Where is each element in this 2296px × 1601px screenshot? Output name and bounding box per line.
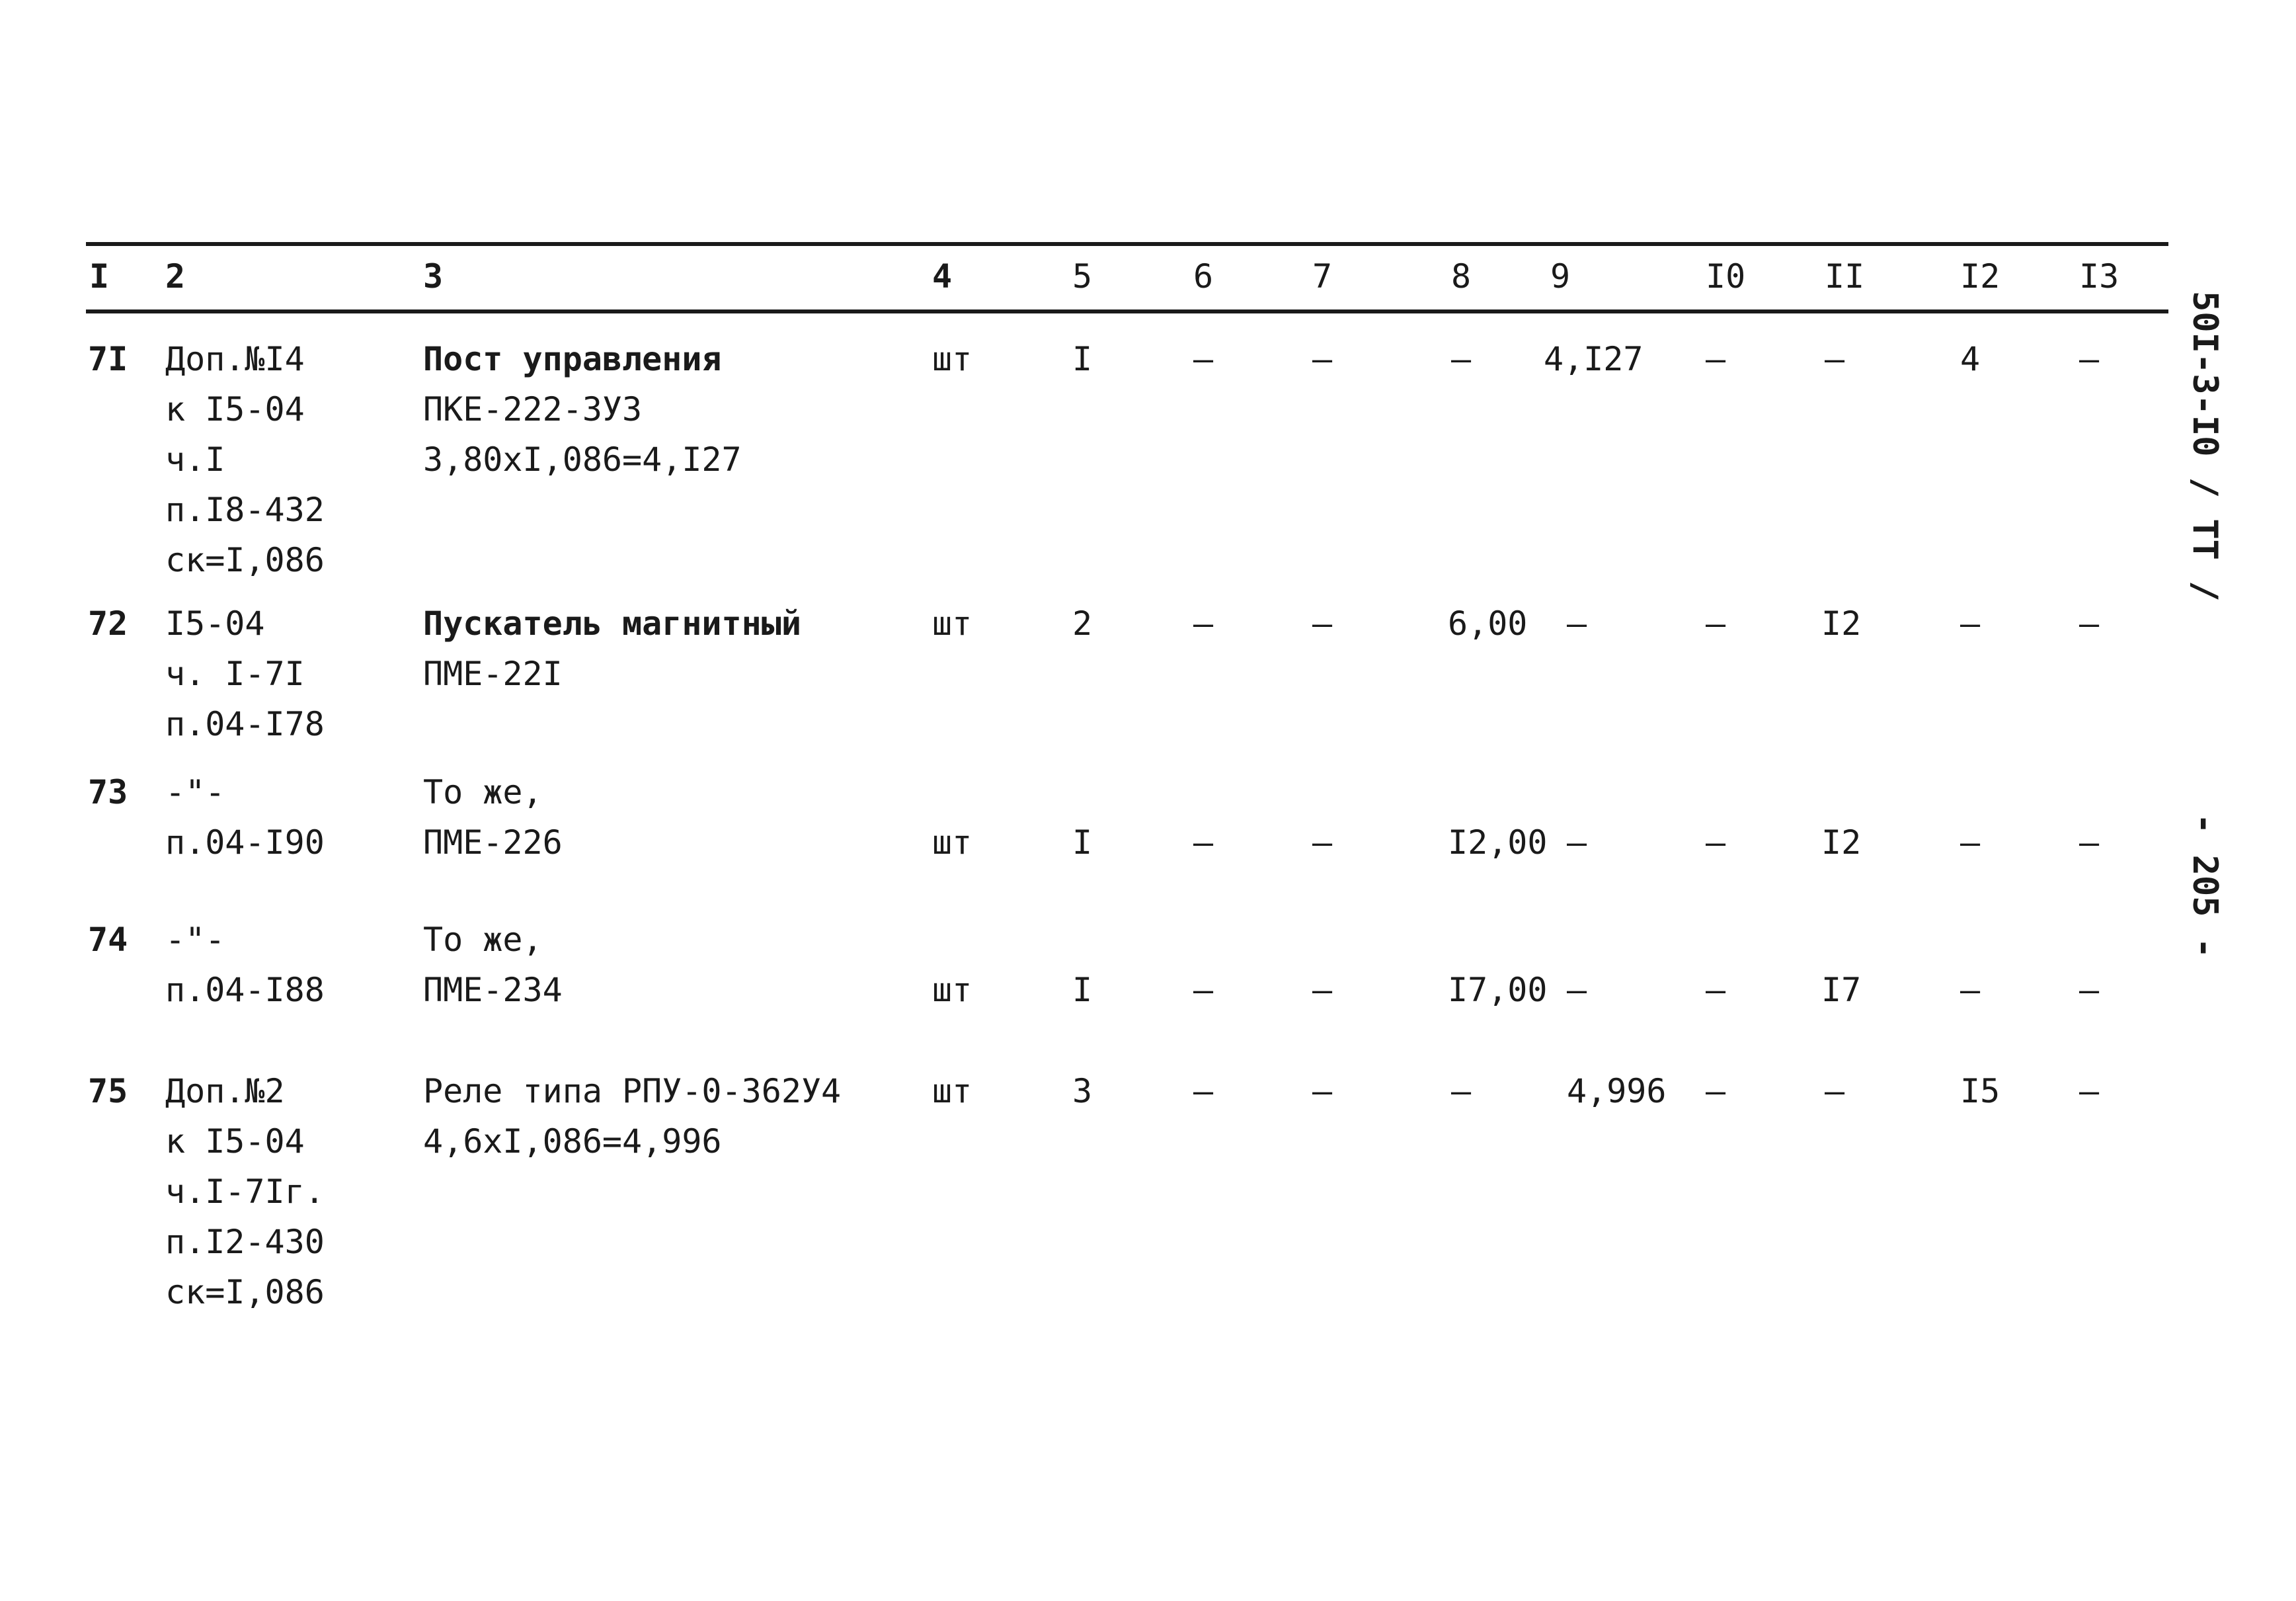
row-number: 75 bbox=[88, 1072, 128, 1110]
ref-line: ск=I,086 bbox=[165, 1273, 325, 1311]
col13-cell: – bbox=[2079, 823, 2100, 862]
col11-cell: – bbox=[1825, 1072, 1845, 1110]
col7-cell: – bbox=[1312, 971, 1333, 1009]
header-col-5: 5 bbox=[1072, 257, 1093, 296]
col7-cell: – bbox=[1312, 604, 1333, 643]
col7-cell: – bbox=[1312, 823, 1333, 862]
description-line: ПКЕ-222-3У3 bbox=[423, 390, 643, 429]
unit-cell: шт bbox=[932, 604, 972, 643]
qty-cell: I bbox=[1072, 340, 1093, 378]
row-number: 7I bbox=[88, 340, 128, 378]
header-col-4: 4 bbox=[932, 257, 953, 296]
row-number: 73 bbox=[88, 773, 128, 811]
col9-cell: 4,996 bbox=[1567, 1072, 1667, 1110]
ref-line: ч. I-7I bbox=[165, 655, 305, 693]
col13-cell: – bbox=[2079, 604, 2100, 643]
unit-cell: шт bbox=[932, 340, 972, 378]
unit-cell: шт bbox=[932, 1072, 972, 1110]
col7-cell: – bbox=[1312, 1072, 1333, 1110]
unit-cell: шт bbox=[932, 823, 972, 862]
header-col-8: 8 bbox=[1451, 257, 1472, 296]
col6-cell: – bbox=[1193, 604, 1214, 643]
col13-cell: – bbox=[2079, 1072, 2100, 1110]
col10-cell: – bbox=[1706, 1072, 1726, 1110]
col6-cell: – bbox=[1193, 340, 1214, 378]
unit-cell: шт bbox=[932, 971, 972, 1009]
col8-cell: – bbox=[1451, 340, 1472, 378]
col6-cell: – bbox=[1193, 971, 1214, 1009]
col10-cell: – bbox=[1706, 971, 1726, 1009]
col10-cell: – bbox=[1706, 340, 1726, 378]
ref-line: ск=I,086 bbox=[165, 541, 325, 579]
header-col-1: I bbox=[89, 257, 110, 296]
ref-line: п.04-I90 bbox=[165, 823, 325, 862]
col10-cell: – bbox=[1706, 823, 1726, 862]
description-line: ПМЕ-22I bbox=[423, 655, 563, 693]
row-number: 72 bbox=[88, 604, 128, 643]
ref-line: к I5-04 bbox=[165, 1122, 305, 1161]
col8-cell: – bbox=[1451, 1072, 1472, 1110]
description-line: То же, bbox=[423, 773, 543, 811]
ref-line: Доп.№I4 bbox=[165, 340, 305, 378]
col9-cell: – bbox=[1567, 971, 1587, 1009]
col9-cell: – bbox=[1567, 604, 1587, 643]
col12-cell: – bbox=[1960, 971, 1981, 1009]
col8-cell: I7,00 bbox=[1448, 971, 1548, 1009]
header-col-9: 9 bbox=[1550, 257, 1571, 296]
col12-cell: – bbox=[1960, 604, 1981, 643]
col7-cell: – bbox=[1312, 340, 1333, 378]
description-line: То же, bbox=[423, 921, 543, 959]
col10-cell: – bbox=[1706, 604, 1726, 643]
description-line: Пост управления bbox=[423, 340, 722, 378]
ref-line: п.I2-430 bbox=[165, 1223, 325, 1261]
col11-cell: I2 bbox=[1821, 823, 1862, 862]
ref-line: п.04-I78 bbox=[165, 705, 325, 743]
header-col-13: I3 bbox=[2079, 257, 2119, 296]
col9-cell: – bbox=[1567, 823, 1587, 862]
col12-cell: 4 bbox=[1960, 340, 1981, 378]
description-line: Пускатель магнитный bbox=[423, 604, 801, 643]
ref-line: п.I8-432 bbox=[165, 491, 325, 529]
description-line: 3,80хI,086=4,I27 bbox=[423, 440, 742, 479]
header-col-11: II bbox=[1825, 257, 1865, 296]
header-col-10: I0 bbox=[1706, 257, 1746, 296]
col12-cell: – bbox=[1960, 823, 1981, 862]
col6-cell: – bbox=[1193, 823, 1214, 862]
col12-cell: I5 bbox=[1960, 1072, 2000, 1110]
col9-cell: 4,I27 bbox=[1544, 340, 1643, 378]
page-number: - 205 - bbox=[2185, 813, 2225, 959]
ref-line: ч.I-7Iг. bbox=[165, 1172, 325, 1211]
description-line: Реле типа РПУ-0-362У4 bbox=[423, 1072, 842, 1110]
header-col-2: 2 bbox=[165, 257, 186, 296]
description-line: 4,6хI,086=4,996 bbox=[423, 1122, 722, 1161]
header-col-6: 6 bbox=[1193, 257, 1214, 296]
col13-cell: – bbox=[2079, 340, 2100, 378]
ref-line: п.04-I88 bbox=[165, 971, 325, 1009]
col8-cell: 6,00 bbox=[1448, 604, 1528, 643]
col13-cell: – bbox=[2079, 971, 2100, 1009]
col11-cell: – bbox=[1825, 340, 1845, 378]
qty-cell: I bbox=[1072, 971, 1093, 1009]
header-col-3: 3 bbox=[423, 257, 444, 296]
ref-line: ч.I bbox=[165, 440, 225, 479]
ref-line: -"- bbox=[165, 921, 225, 959]
qty-cell: 2 bbox=[1072, 604, 1093, 643]
ref-line: Доп.№2 bbox=[165, 1072, 285, 1110]
side-stamp: 50I-3-I0 / ТТ / bbox=[2185, 291, 2225, 602]
col6-cell: – bbox=[1193, 1072, 1214, 1110]
col8-cell: I2,00 bbox=[1448, 823, 1548, 862]
col11-cell: I2 bbox=[1821, 604, 1862, 643]
row-number: 74 bbox=[88, 921, 128, 959]
ref-line: к I5-04 bbox=[165, 390, 305, 429]
qty-cell: I bbox=[1072, 823, 1093, 862]
ref-line: I5-04 bbox=[165, 604, 265, 643]
header-bottom-rule bbox=[86, 309, 2168, 313]
header-col-12: I2 bbox=[1960, 257, 2000, 296]
header-col-7: 7 bbox=[1312, 257, 1333, 296]
description-line: ПМЕ-226 bbox=[423, 823, 563, 862]
table-top-rule bbox=[86, 242, 2168, 246]
ref-line: -"- bbox=[165, 773, 225, 811]
description-line: ПМЕ-234 bbox=[423, 971, 563, 1009]
qty-cell: 3 bbox=[1072, 1072, 1093, 1110]
col11-cell: I7 bbox=[1821, 971, 1862, 1009]
